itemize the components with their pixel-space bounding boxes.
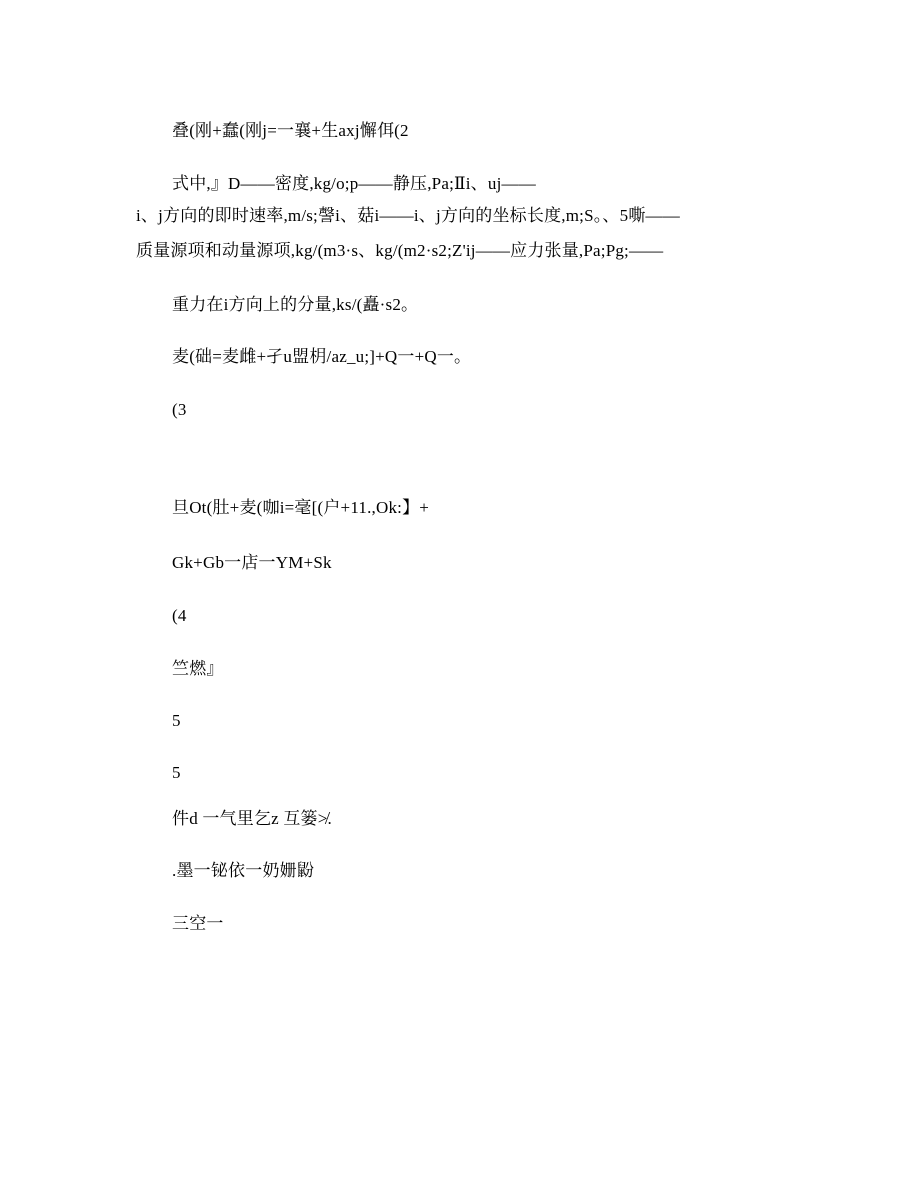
equation-line-4: 旦Ot(肚+麦(咖i=毫[(户+11.,Ok:】+ — [172, 498, 430, 517]
text-fragment: .墨一铋依一奶姗鼢 — [172, 861, 315, 880]
equation-line-4b: Gk+Gb一店一YM+Sk — [172, 553, 332, 572]
equation-line-2: 叠(刚+蠢(刚j=一襄+生axj懈佴(2 — [172, 121, 409, 140]
text-fragment: 竺燃』 — [172, 659, 224, 678]
variable-definition-line: 质量源项和动量源项,kg/(m3·s、kg/(m2·s2;Z'ij——应力张量,Pa;Pg;—— — [136, 241, 664, 260]
variable-definition-line: 重力在i方向上的分量,ks/(矗·s2。 — [172, 295, 419, 314]
variable-definition-line: i、j方向的即时速率,m/s;謦i、菇i——i、j方向的坐标长度,m;S。、5嘶—— — [136, 206, 680, 225]
text-fragment: 三空一 — [172, 914, 224, 933]
equation-number: (3 — [172, 400, 187, 419]
equation-number: 5 — [172, 763, 181, 782]
equation-line-3: 麦(础=麦雌+孑u盟枂/az_u;]+Q一+Q一。 — [172, 347, 472, 366]
equation-number: (4 — [172, 606, 187, 625]
variable-definition-line: 式中,』D——密度,kg/o;p——静压,Pa;Ⅱi、uj—— — [172, 174, 536, 193]
text-fragment: 件d 一气里乞z 互篓≯. — [172, 809, 332, 828]
equation-number: 5 — [172, 711, 181, 730]
